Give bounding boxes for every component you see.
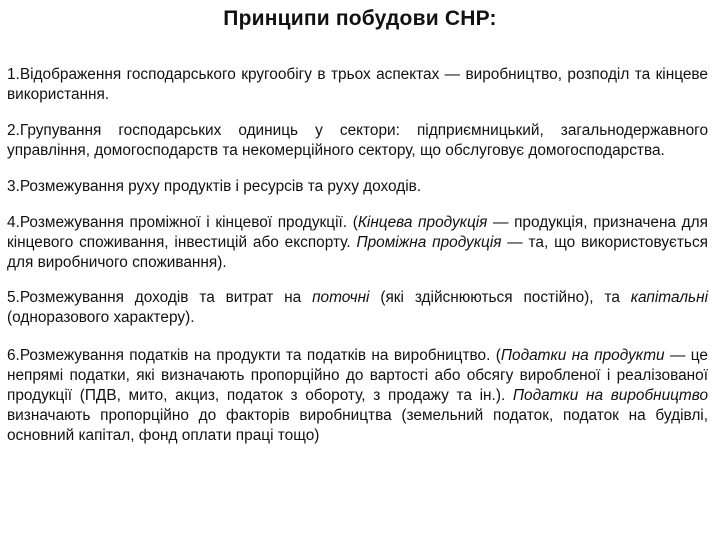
principle-item	[7, 346, 708, 446]
item-text: Відображення господарського кругообігу в трьох аспектах — виробництво, розподіл та кінцеве використання.	[7, 66, 708, 103]
principle-item	[7, 65, 708, 105]
item-number: 5.	[7, 289, 20, 306]
item-number: 2.	[7, 122, 20, 139]
item-number: 1.	[7, 66, 20, 83]
item-number: 6.	[7, 347, 20, 364]
principles-list	[7, 65, 708, 460]
item-number: 3.	[7, 178, 20, 195]
principle-item	[7, 213, 708, 273]
item-number: 4.	[7, 214, 20, 231]
page-title: Принципи побудови СНР:	[223, 7, 497, 30]
item-text: — та, що використовується для виробничого споживання).	[7, 234, 708, 271]
item-text: (які здійснюються постійно), та	[369, 289, 631, 306]
item-italic-term: Податки на продукти	[500, 347, 665, 364]
item-text: Розмежування податків на продукти та податків на виробництво. (	[19, 347, 501, 364]
item-text: — продукція, призначена для кінцевого споживання, інвестицій або експорту.	[7, 214, 708, 251]
item-text: Групування господарських одиниць у сектори: підприємницький, загальнодержавного управління, домогосподарств та некомерційного сектору, що обслуговує домогосподарства.	[7, 122, 708, 159]
principle-item	[7, 288, 708, 328]
item-text: Розмежування руху продуктів і ресурсів та руху доходів.	[19, 178, 422, 195]
principle-item	[7, 177, 708, 197]
item-text: визначають пропорційно до факторів виробництва (земельний податок, податок на будівлі, основний капітал, фонд оплати праці тощо)	[7, 407, 708, 444]
item-italic-term: Кінцева продукція	[357, 214, 488, 231]
item-text: Розмежування доходів та витрат на	[19, 289, 313, 306]
item-italic-term: Податки на виробництво	[512, 387, 709, 404]
item-text: (одноразового характеру).	[7, 309, 195, 326]
principle-item	[7, 121, 708, 161]
item-italic-term: капітальні	[630, 289, 708, 306]
item-text: — це непрямі податки, які визначають пропорційно до вартості або обсягу виробленої і реалізованої продукції (ПДВ, мито, акциз, податок з обороту, з продажу та ін.).	[7, 347, 708, 404]
item-text: Розмежування проміжної і кінцевої продукції. (	[19, 214, 358, 231]
item-italic-term: Проміжна продукція	[356, 234, 502, 251]
item-italic-term: поточні	[312, 289, 370, 306]
